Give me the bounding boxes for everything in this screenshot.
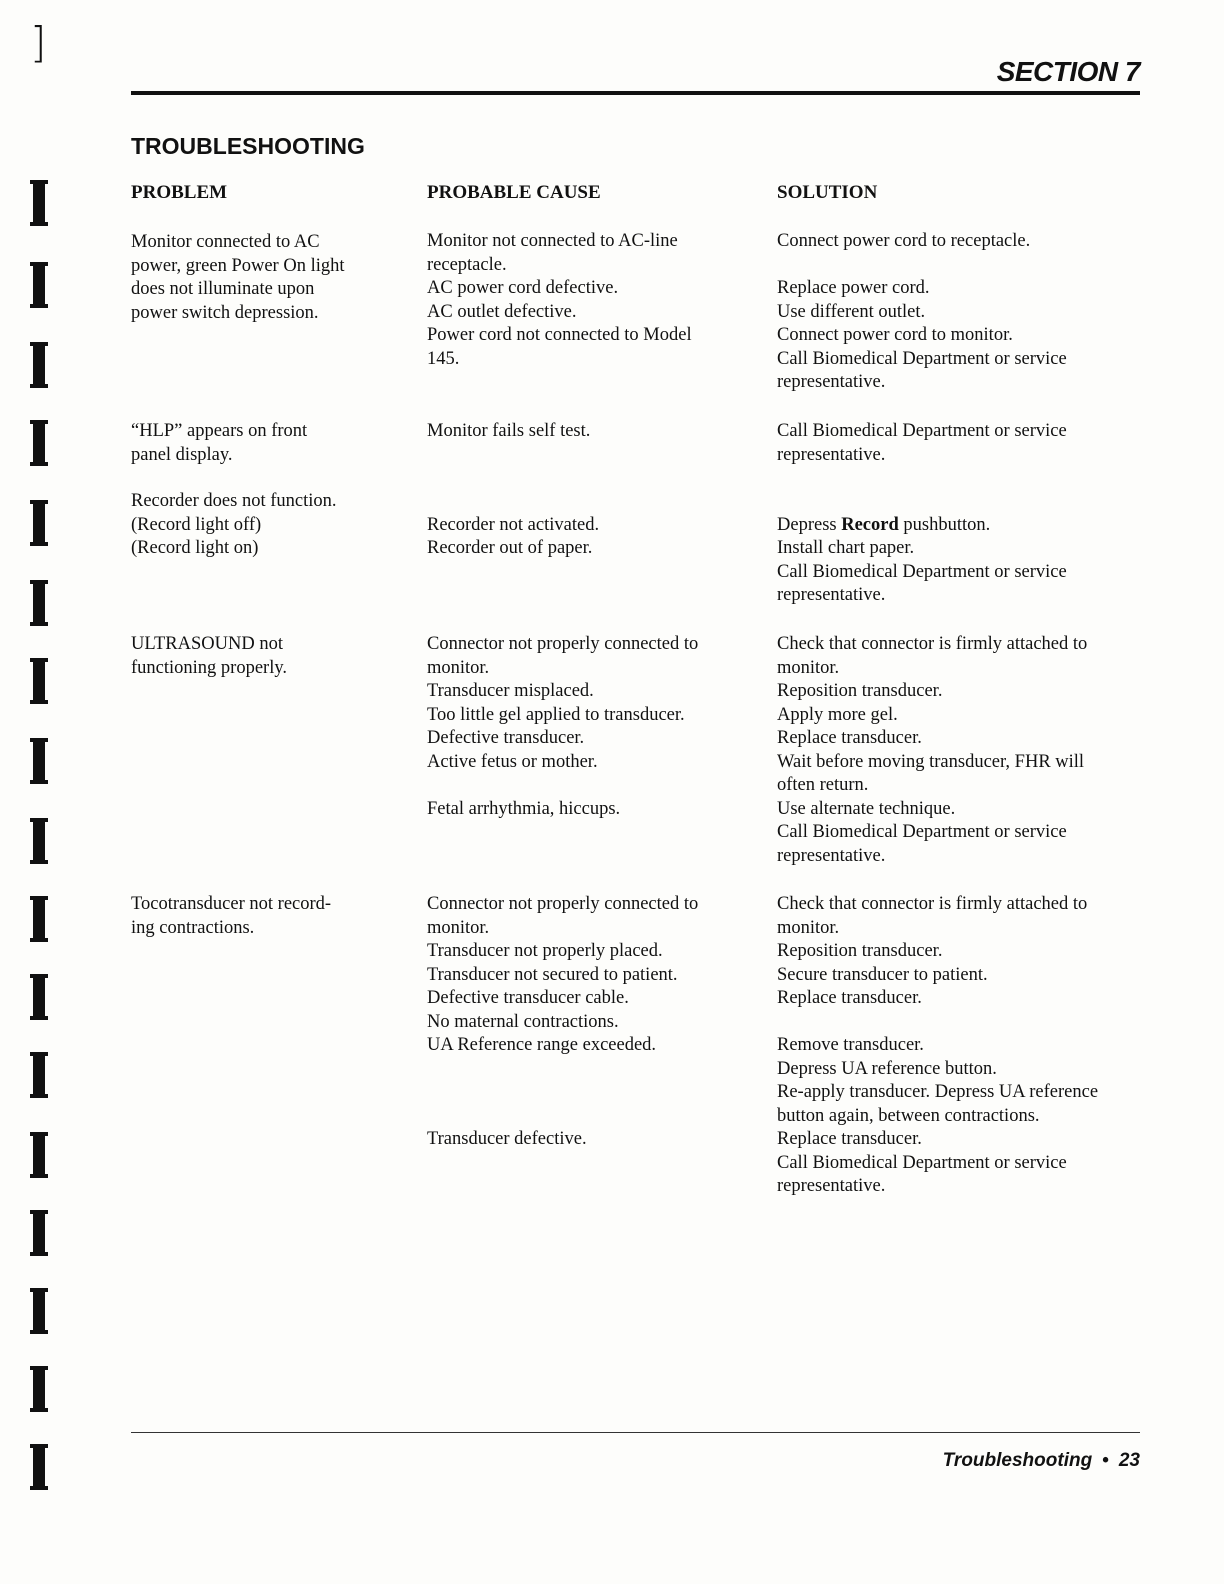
binder-ring (33, 420, 45, 466)
header-rule (131, 91, 1140, 95)
cause-cell: Monitor not connected to AC-line receptacle. AC power cord defective. AC outlet defective. Power cord not connected to Model 145. (427, 231, 692, 369)
binder-ring (33, 896, 45, 942)
solution-cell: Check that connector is firmly attached to monitor. Reposition transducer. Secure transducer to patient. Replace transducer. Remove transducer. Depress UA reference button. Re-apply transducer. Depress UA reference button again, between contractions. Replace transducer. Call Biomedical Department or service representative. (777, 894, 1099, 1196)
binder-bracket-mark: ] (30, 18, 47, 67)
binder-ring (33, 1052, 45, 1098)
column-header-cause: PROBABLE CAUSE (427, 182, 601, 203)
problem-cell: ULTRASOUND not functioning properly. (131, 634, 288, 678)
binder-ring (33, 500, 45, 546)
solution-cell: Check that connector is firmly attached to monitor. Reposition transducer. Apply more gel. Replace transducer. Wait before moving transducer, FHR will often return. Use alternate technique. Call Biomedical Department or service representative. (777, 634, 1088, 866)
page-title: TROUBLESHOOTING (131, 133, 365, 159)
problem-cell: Tocotransducer not record- ing contractions. (131, 894, 332, 938)
binder-ring (33, 974, 45, 1020)
binder-ring (33, 658, 45, 704)
problem-cell: “HLP” appears on front panel display. (131, 421, 308, 465)
footer-rule (131, 1432, 1140, 1433)
page-footer (943, 1450, 1140, 1472)
problem-cell: Recorder does not function. (Record light off) (Record light on) (131, 491, 337, 558)
cause-cell: Connector not properly connected to monitor. Transducer not properly placed. Transducer not secured to patient. Defective transducer cable. No maternal contractions. UA Reference range exceeded. Transducer defective. (427, 894, 699, 1149)
solution-cell: Depress Record pushbutton. Install chart paper. Call Biomedical Department or service representative. (777, 514, 1067, 605)
cause-cell: Recorder not activated. Recorder out of paper. (427, 514, 600, 558)
solution-cell: Call Biomedical Department or service representative. (777, 421, 1067, 465)
footer-separator: • (1102, 1450, 1109, 1471)
binder-ring (33, 342, 45, 388)
footer-label: Troubleshooting (942, 1450, 1093, 1471)
binder-ring (33, 1210, 45, 1256)
binder-ring (33, 818, 45, 864)
binder-ring (33, 262, 45, 308)
binder-ring (33, 1288, 45, 1334)
binder-ring (33, 1132, 45, 1178)
binder-ring (33, 580, 45, 626)
record-button-label: Record (841, 514, 899, 535)
page-number: 23 (1118, 1450, 1140, 1471)
binder-ring (33, 180, 45, 226)
binder-ring (33, 1366, 45, 1412)
column-header-problem: PROBLEM (131, 182, 228, 203)
cause-cell: Connector not properly connected to monitor. Transducer misplaced. Too little gel applied to transducer. Defective transducer. Active fetus or mother. Fetal arrhythmia, hiccups. (427, 634, 699, 819)
section-label: SECTION 7 (996, 56, 1140, 87)
column-header-solution: SOLUTION (777, 182, 878, 203)
binder-ring (33, 738, 45, 784)
cause-cell: Monitor fails self test. (427, 421, 591, 441)
problem-cell: Monitor connected to AC power, green Power On light does not illuminate upon power switch depression. (131, 232, 345, 323)
solution-cell: Connect power cord to receptacle. Replace power cord. Use different outlet. Connect power cord to monitor. Call Biomedical Department or service representative. (777, 231, 1067, 392)
binder-ring (33, 1444, 45, 1490)
